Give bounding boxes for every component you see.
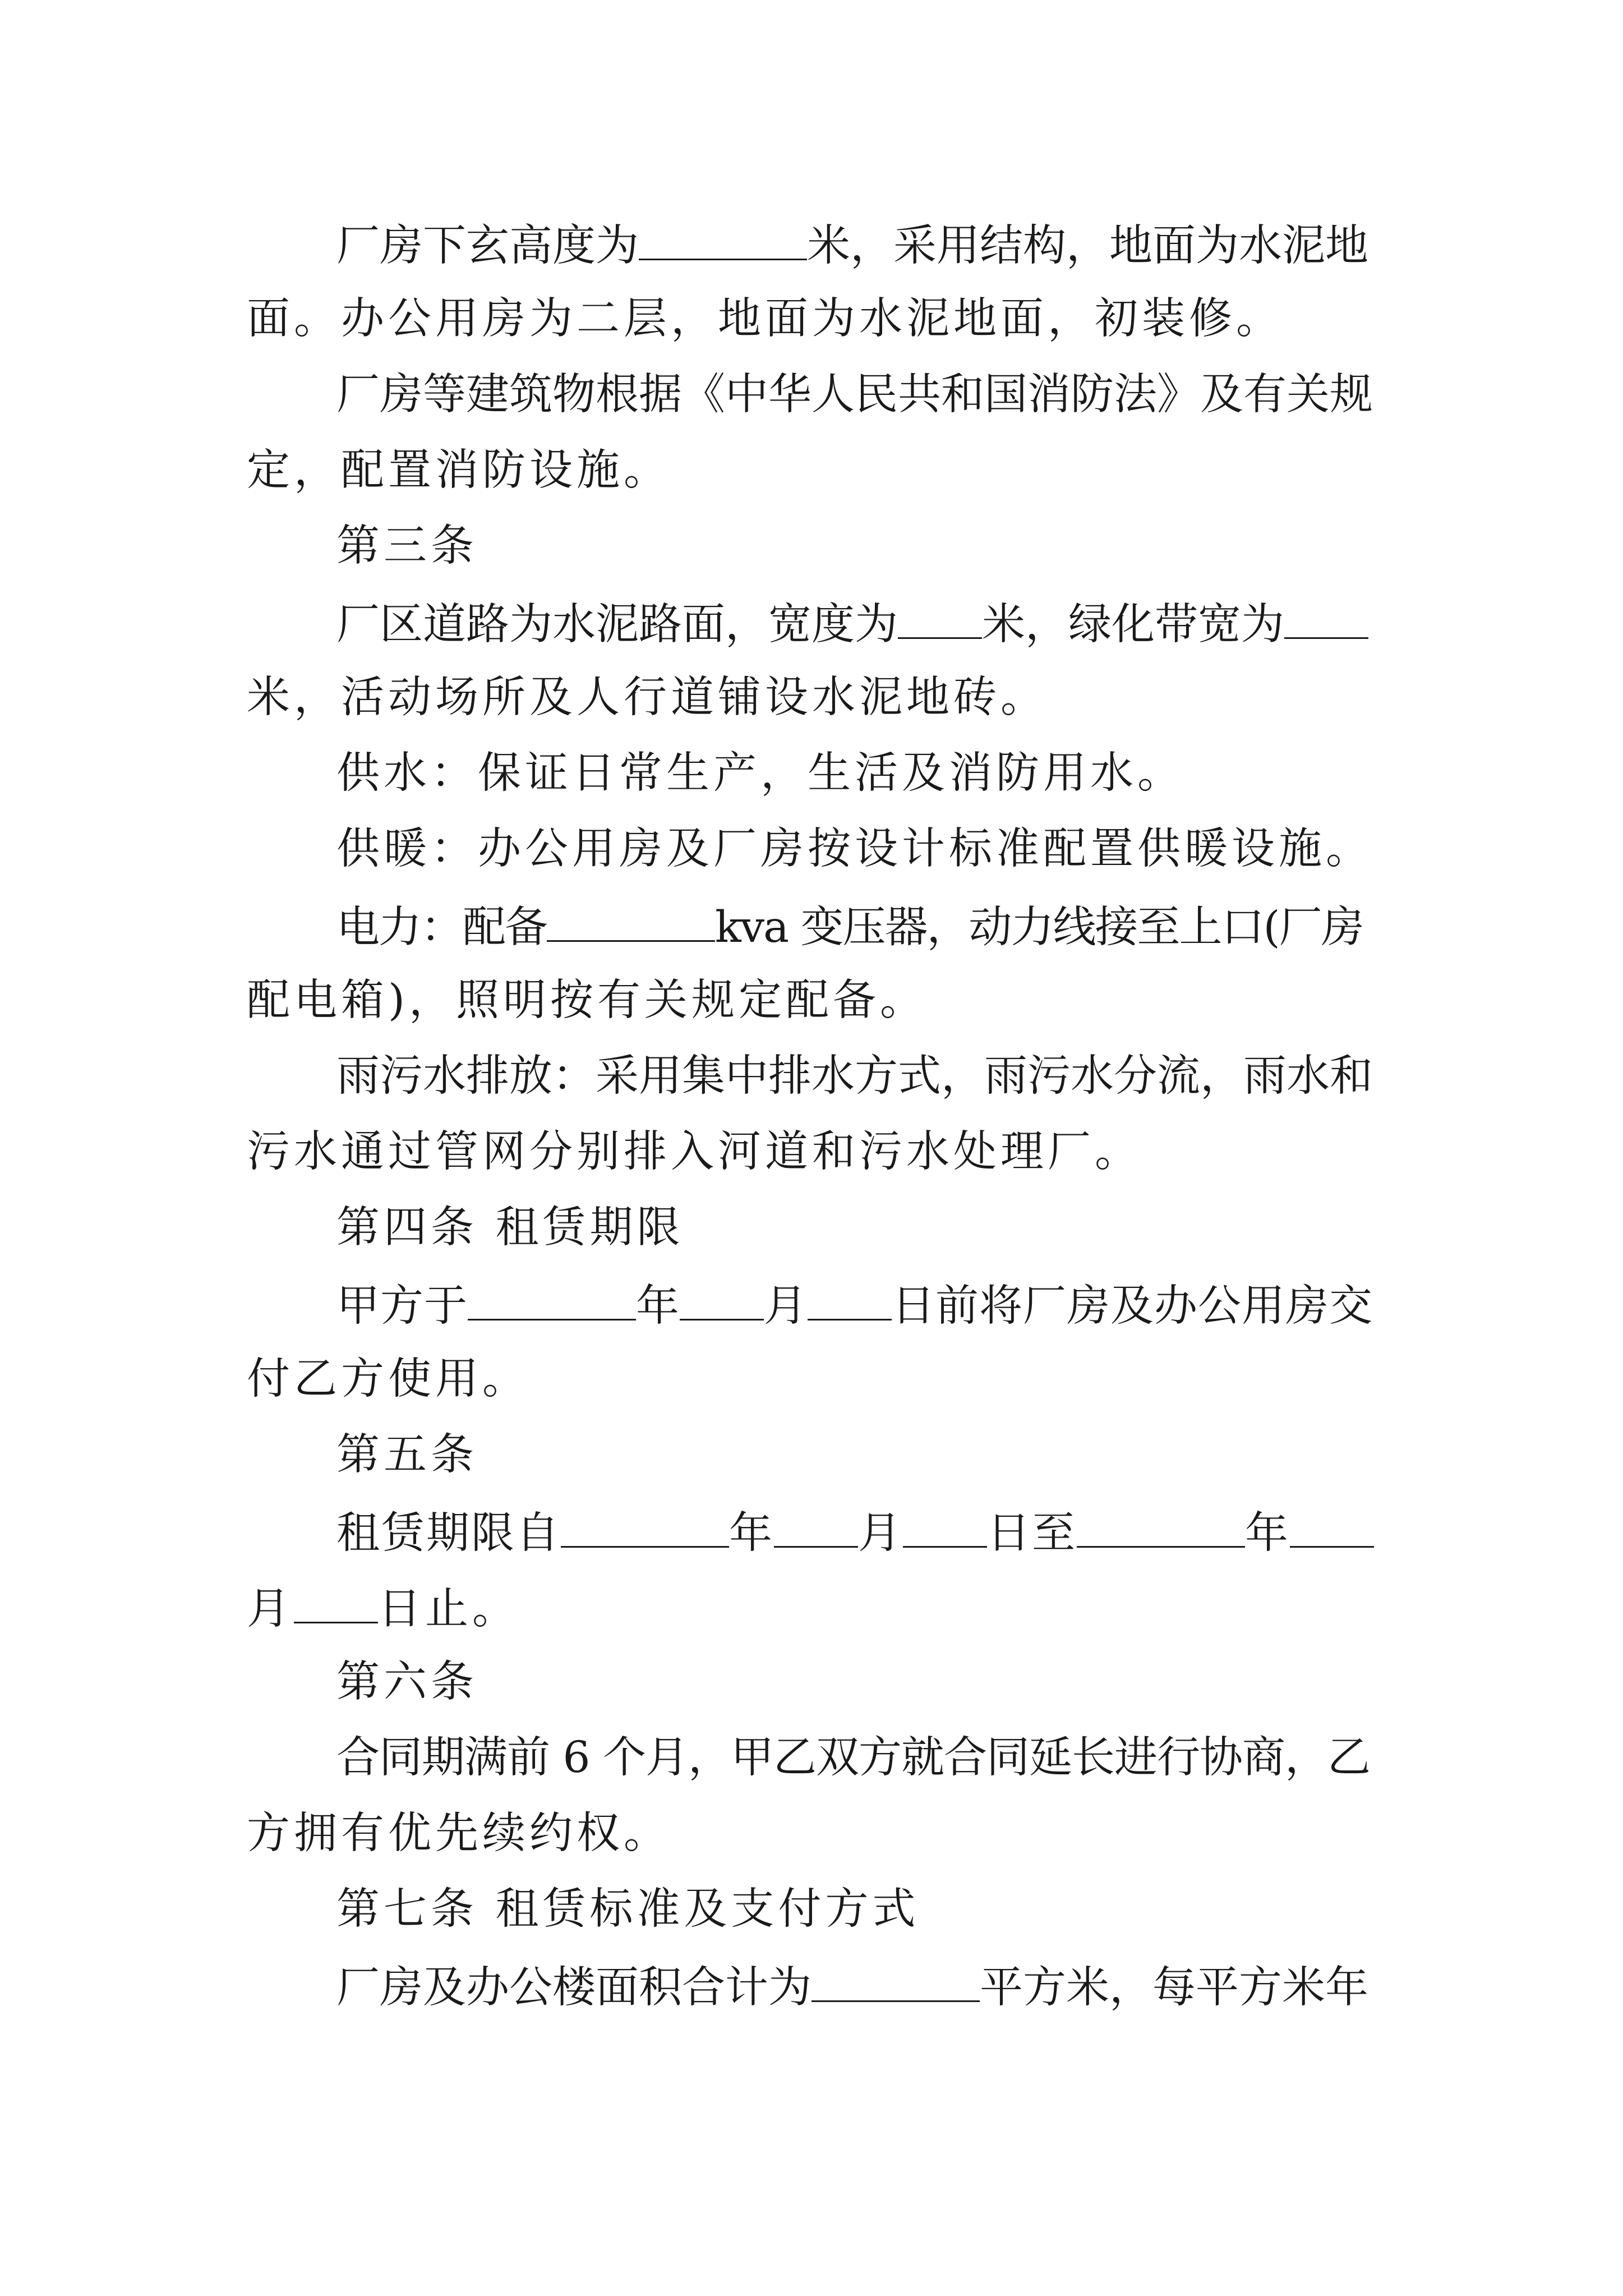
blank-field[interactable]: [294, 1585, 378, 1623]
blank-field[interactable]: [639, 222, 807, 260]
blank-field[interactable]: [774, 1509, 858, 1548]
text-line: 付乙方使用。: [247, 1354, 529, 1404]
blank-field[interactable]: [1284, 600, 1368, 639]
text-line: 供水：保证日常生产，生活及消防用水。: [336, 748, 1184, 798]
blank-field[interactable]: [547, 903, 715, 942]
blank-field[interactable]: [811, 1963, 980, 2002]
text-line: 配电箱)，照明按有关规定配备。: [247, 976, 928, 1025]
text-line: 合同期满前 6 个月，甲乙双方就合同延长进行协商，乙: [336, 1733, 1370, 1783]
text-line: 面。办公用房为二层，地面为水泥地面，初装修。: [247, 294, 1283, 344]
section-heading: 第五条: [336, 1430, 478, 1480]
text-line: 租赁期限自 年 月 日至 年: [336, 1509, 1374, 1559]
section-heading: 第七条 租赁标准及支付方式: [336, 1884, 920, 1934]
text-line: 污水通过管网分别排入河道和污水处理厂。: [247, 1127, 1142, 1177]
text-line: 甲方于 年 月 日前将厂房及办公用房交: [336, 1281, 1373, 1331]
blank-field[interactable]: [1077, 1509, 1245, 1548]
text-line: 方拥有优先续约权。: [247, 1809, 671, 1858]
blank-field[interactable]: [808, 1282, 892, 1320]
text-line: 定，配置消防设施。: [247, 445, 671, 495]
text-line: 厂房及办公楼面积合计为 平方米，每平方米年: [336, 1963, 1368, 2013]
text-line: 厂房下玄高度为 米，采用结构，地面为水泥地: [336, 221, 1368, 271]
text-line: 米，活动场所及人行道铺设水泥地砖。: [247, 673, 1048, 723]
text-line: 供暖：办公用房及厂房按设计标准配置供暖设施。: [336, 824, 1373, 874]
blank-field[interactable]: [903, 1509, 987, 1548]
text-line: 厂区道路为水泥路面，宽度为 米，绿化带宽为: [336, 600, 1368, 651]
text-line: 月 日止。: [247, 1584, 519, 1634]
text-line: 雨污水排放：采用集中排水方式，雨污水分流，雨水和: [336, 1051, 1373, 1101]
text-line: 厂房等建筑物根据《中华人民共和国消防法》及有关规: [336, 370, 1373, 420]
blank-field[interactable]: [561, 1509, 729, 1548]
blank-field[interactable]: [1290, 1509, 1374, 1548]
section-heading: 第四条 租赁期限: [336, 1203, 684, 1253]
blank-field[interactable]: [468, 1282, 636, 1320]
text-line: 电力：配备 kva 变压器，动力线接至上口(厂房: [336, 903, 1363, 953]
section-heading: 第六条: [336, 1657, 478, 1707]
blank-field[interactable]: [898, 600, 982, 639]
section-heading: 第三条: [336, 521, 478, 571]
blank-field[interactable]: [680, 1282, 764, 1320]
